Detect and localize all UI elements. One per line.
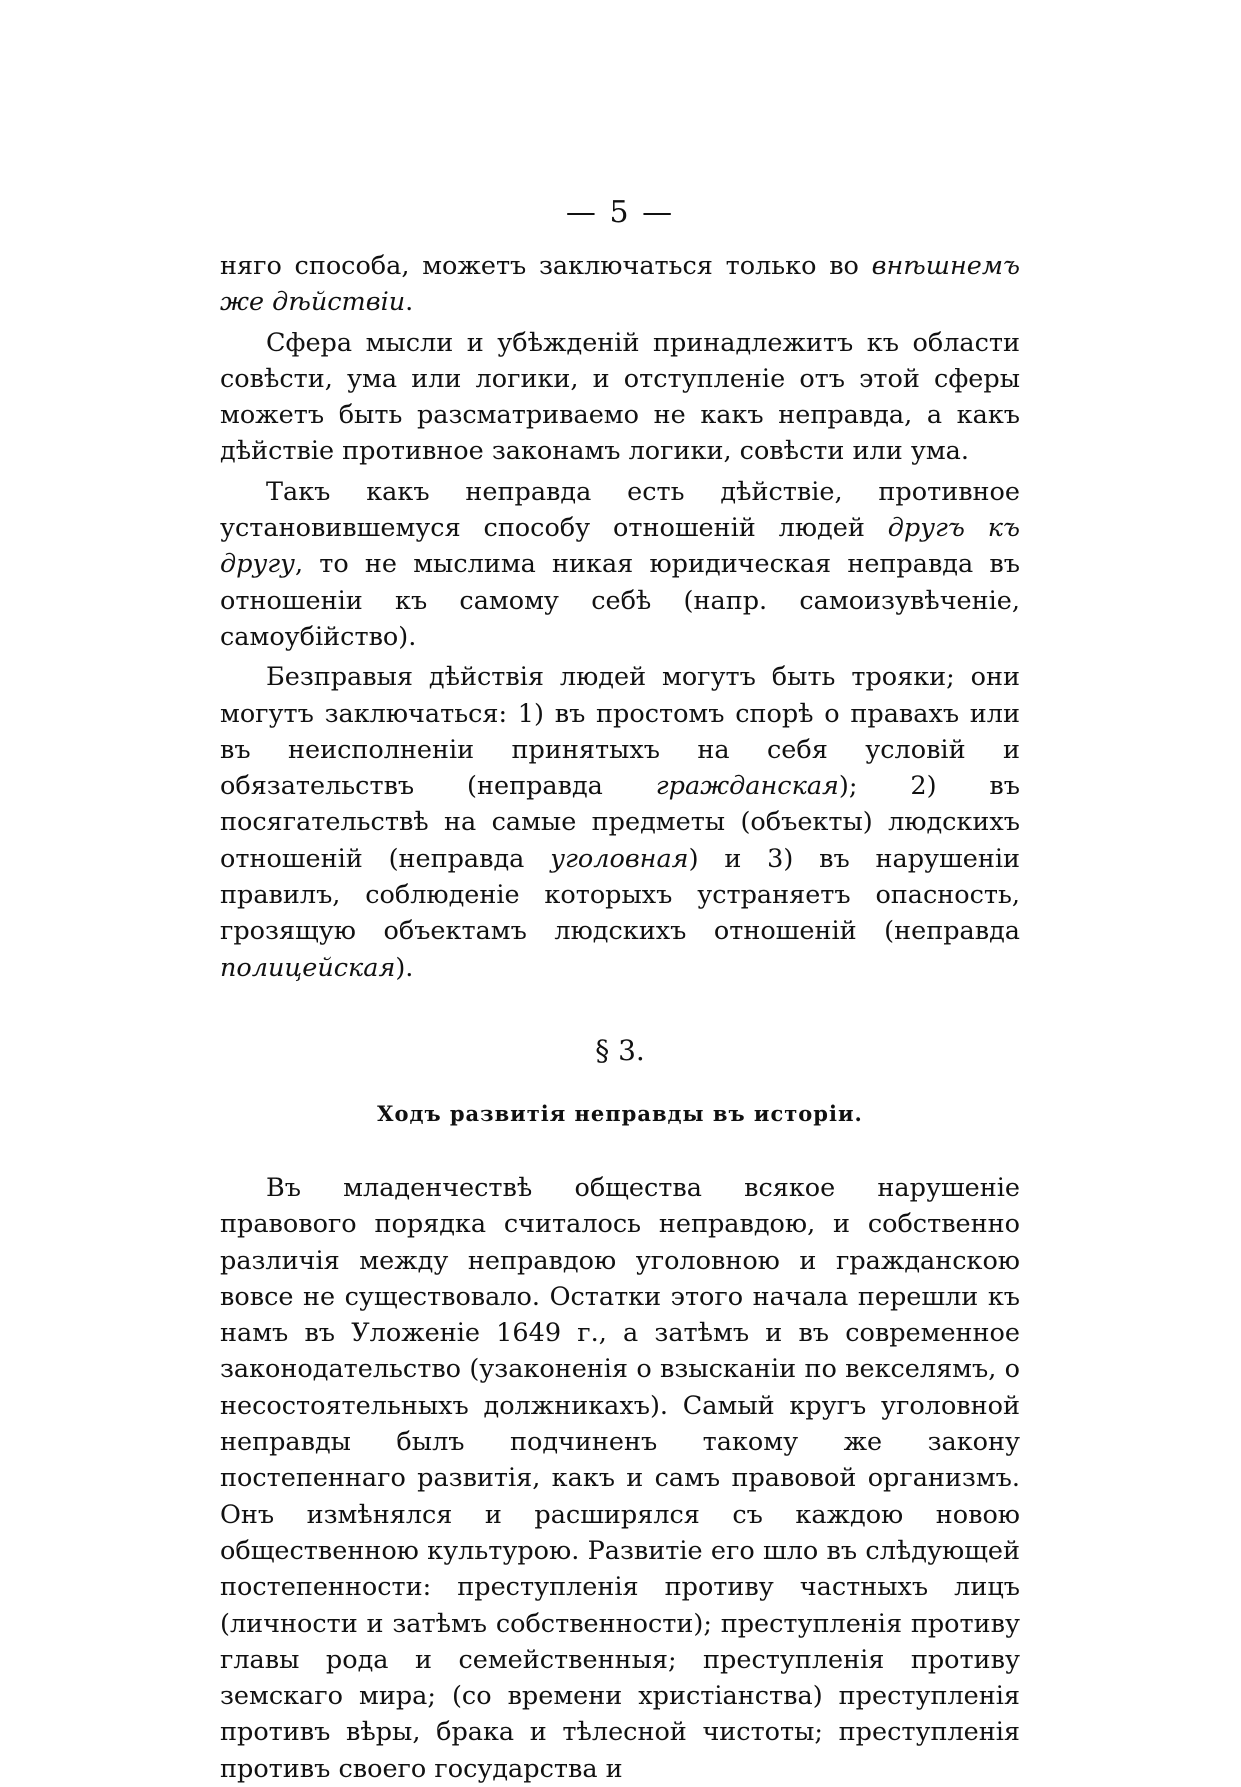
paragraph-4-text-b: ); 2) въ посягательствѣ на самые предметы (объекты) людскихъ отношеній (неправда bbox=[220, 771, 1020, 874]
paragraph-4-text-a: Безправыя дѣйствія людей могутъ быть трояки; они могутъ заключаться: 1) въ простомъ спорѣ о правахъ или въ неисполненіи принятыхъ на себя условій и обязательствъ (неправда bbox=[220, 662, 1020, 802]
paragraph-4 bbox=[220, 659, 1020, 986]
paragraph-4-italic-police: полицейская bbox=[220, 952, 396, 983]
section-paragraph: Въ младенчествѣ общества всякое нарушеніе правового порядка считалось неправдою, и собственно различія между неправдою уголовною и гражданскою вовсе не существовало. Остатки этого начала перешли къ намъ въ Уложеніе 1649 г., а затѣмъ и въ современное законодательство (узаконенія о взысканіи по векселямъ, о несостоятельныхъ должникахъ). Самый кругъ уголовной неправды былъ подчиненъ такому же закону постепеннаго развитія, какъ и самъ правовой организмъ. Онъ измѣнялся и расширялся съ каждою новою общественною культурою. Развитіе его шло въ слѣдующей постепенности: преступленія противу частныхъ лицъ (личности и затѣмъ собственности); преступленія противу главы рода и семейственныя; преступленія противу земскаго мира; (со времени христіанства) преступленія противъ вѣры, брака и тѣлесной чистоты; преступленія противъ своего государства и bbox=[220, 1172, 1020, 1784]
section-number: § 3. bbox=[595, 1033, 645, 1067]
paragraph-3-text: Такъ какъ неправда есть дѣйствіе, противное установившемуся способу отношеній людей bbox=[220, 476, 1020, 544]
document-page bbox=[220, 195, 1020, 1787]
page-number: — 5 — bbox=[565, 195, 675, 230]
section-heading: Ходъ развитія неправды въ исторіи. bbox=[377, 1100, 863, 1126]
paragraph-4-italic-criminal: уголовная bbox=[550, 843, 689, 874]
paragraph-1-italic: внѣшнемъ же дѣйствіи bbox=[220, 251, 1020, 318]
paragraph-4-italic-civil: гражданская bbox=[655, 771, 839, 802]
paragraph-1-text: няго способа, можетъ заключаться только во bbox=[220, 251, 872, 281]
paragraph-4-end: ). bbox=[395, 952, 414, 983]
paragraph-3 bbox=[220, 474, 1020, 655]
paragraph-4-text-c: ) и 3) въ нарушеніи правилъ, соблюденіе которыхъ устраняетъ опасность, грозящую объектамъ людскихъ отношеній (неправда bbox=[220, 843, 1020, 947]
paragraph-3-end: , то не мыслима никая юридическая неправда въ отношеніи къ самому себѣ (напр. самоизувѣченіе, самоубійство). bbox=[220, 549, 1020, 652]
paragraph-1-end: . bbox=[405, 287, 414, 318]
paragraph-1 bbox=[220, 248, 1020, 321]
paragraph-2: Сфера мысли и убѣжденій принадлежитъ къ области совѣсти, ума или логики, и отступленіе отъ этой сферы можетъ быть разсматриваемо не какъ неправда, а какъ дѣйствіе противное законамъ логики, совѣсти или ума. bbox=[220, 327, 1020, 467]
paragraph-3-italic: другъ къ другу bbox=[220, 513, 1020, 580]
